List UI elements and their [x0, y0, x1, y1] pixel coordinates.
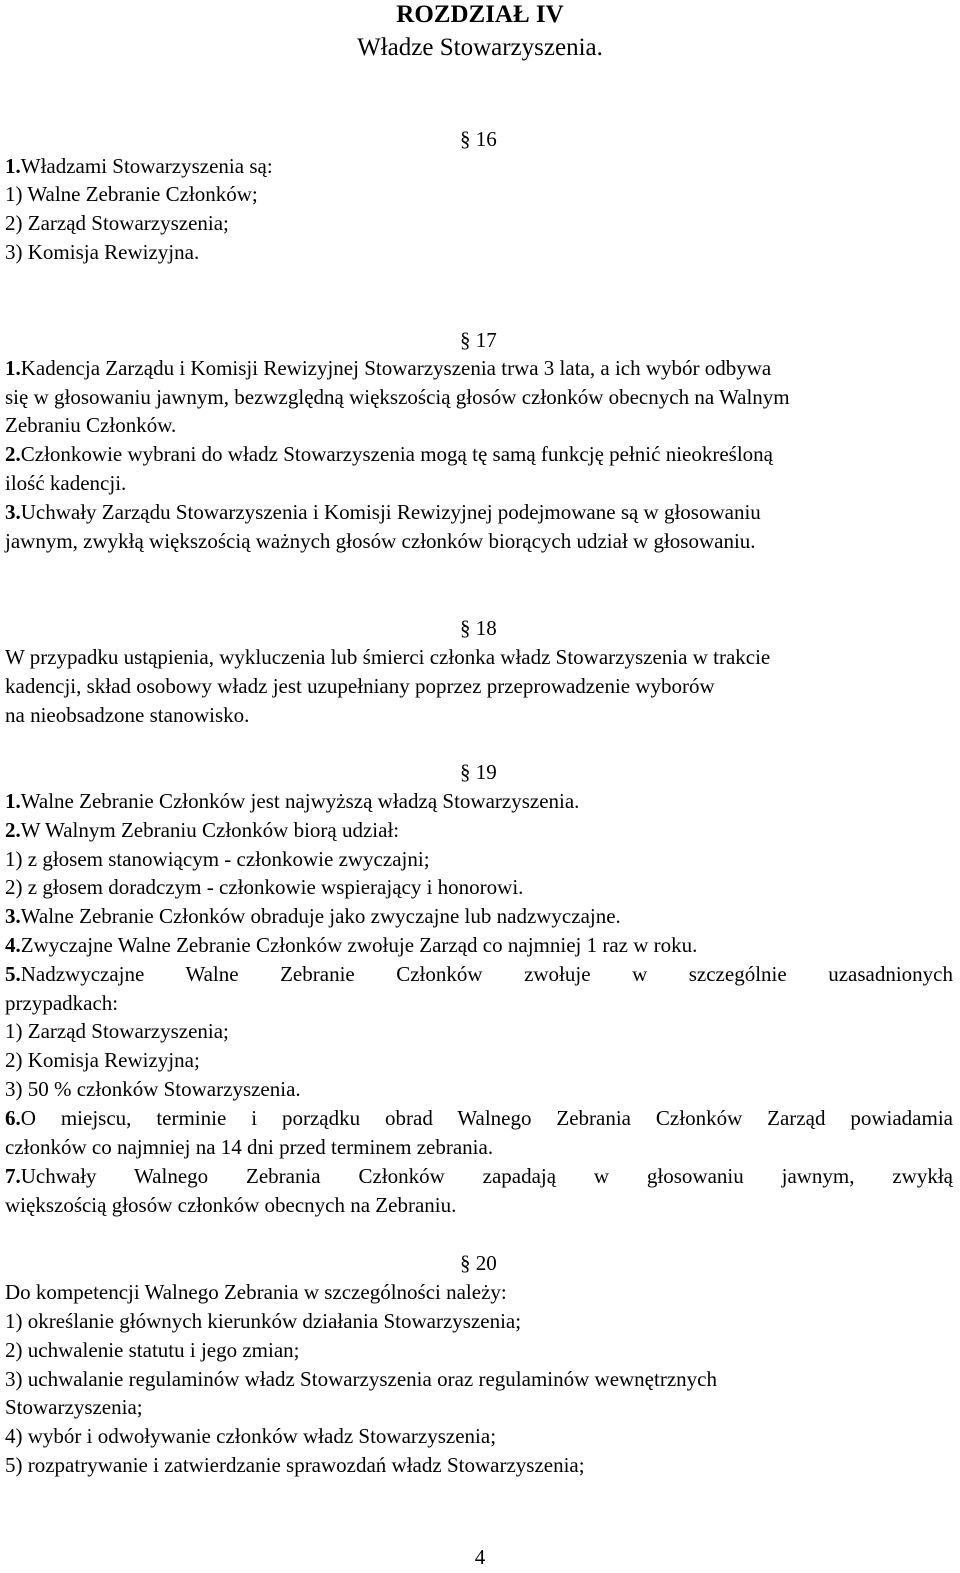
text-line: Stowarzyszenia;	[5, 1395, 143, 1419]
page-number: 4	[474, 1545, 486, 1569]
text-line: 5) rozpatrywanie i zatwierdzanie sprawozdań władz Stowarzyszenia;	[5, 1453, 585, 1477]
section-mark-19: § 19	[460, 760, 497, 784]
section-mark-17: § 17	[460, 328, 497, 352]
text-line: członków co najmniej na 14 dni przed terminem zebrania.	[5, 1135, 494, 1159]
section-mark-20: § 20	[460, 1251, 497, 1275]
text-line: się w głosowaniu jawnym, bezwzględną większością głosów członków obecnych na Walnym	[5, 385, 790, 409]
chapter-title: ROZDZIAŁ IV	[396, 1, 564, 28]
text-line: 1.Kadencja Zarządu i Komisji Rewizyjnej Stowarzyszenia trwa 3 lata, a ich wybór odbywa	[5, 356, 772, 380]
text-line: 3) uchwalanie regulaminów władz Stowarzyszenia oraz regulaminów wewnętrznych	[5, 1367, 717, 1391]
text-line: jawnym, zwykłą większością ważnych głosów członków biorących udział w głosowaniu.	[5, 529, 756, 553]
text-line: Do kompetencji Walnego Zebrania w szczególności należy:	[5, 1280, 507, 1304]
text-line: 3.Walne Zebranie Członków obraduje jako zwyczajne lub nadzwyczajne.	[5, 904, 621, 928]
text-line: 2) Komisja Rewizyjna;	[5, 1048, 200, 1072]
text-line: 1) Walne Zebranie Członków;	[5, 182, 258, 206]
text-line: Zebraniu Członków.	[5, 413, 177, 437]
text-line: 2.Członkowie wybrani do władz Stowarzyszenia mogą tę samą funkcję pełnić nieokreśloną	[5, 442, 774, 466]
text-line: 6.O miejscu, terminie i porządku obrad Walnego Zebrania Członków Zarząd powiadamia	[5, 1106, 953, 1130]
text-line: 3) Komisja Rewizyjna.	[5, 240, 200, 264]
text-line: W przypadku ustąpienia, wykluczenia lub śmierci członka władz Stowarzyszenia w trakcie	[5, 645, 771, 669]
text-line: 1) określanie głównych kierunków działania Stowarzyszenia;	[5, 1309, 522, 1333]
text-line: przypadkach:	[5, 991, 119, 1015]
text-line: większością głosów członków obecnych na Zebraniu.	[5, 1193, 457, 1217]
chapter-subtitle: Władze Stowarzyszenia.	[357, 34, 603, 61]
text-line: 2) z głosem doradczym - członkowie wspierający i honorowi.	[5, 875, 524, 899]
text-line: ilość kadencji.	[5, 471, 127, 495]
text-line: 1) z głosem stanowiącym - członkowie zwyczajni;	[5, 847, 430, 871]
text-line: 3) 50 % członków Stowarzyszenia.	[5, 1077, 301, 1101]
section-mark-18: § 18	[460, 616, 497, 640]
section-mark-16: § 16	[460, 127, 497, 151]
text-line: 7.Uchwały Walnego Zebrania Członków zapadają w głosowaniu jawnym, zwykłą	[5, 1164, 953, 1188]
text-line: 3.Uchwały Zarządu Stowarzyszenia i Komisji Rewizyjnej podejmowane są w głosowaniu	[5, 500, 761, 524]
text-line: 2) uchwalenie statutu i jego zmian;	[5, 1338, 300, 1362]
text-line: 5.Nadzwyczajne Walne Zebranie Członków zwołuje w szczególnie uzasadnionych	[5, 962, 953, 986]
text-line: 1) Zarząd Stowarzyszenia;	[5, 1019, 229, 1043]
text-line: kadencji, skład osobowy władz jest uzupełniany poprzez przeprowadzenie wyborów	[5, 674, 715, 698]
text-line: 2) Zarząd Stowarzyszenia;	[5, 211, 229, 235]
text-line: 1.Walne Zebranie Członków jest najwyższą władzą Stowarzyszenia.	[5, 789, 580, 813]
text-line: na nieobsadzone stanowisko.	[5, 703, 250, 727]
text-line: 4.Zwyczajne Walne Zebranie Członków zwołuje Zarząd co najmniej 1 raz w roku.	[5, 933, 698, 957]
text-line: 2.W Walnym Zebraniu Członków biorą udział:	[5, 818, 400, 842]
text-line: 1.Władzami Stowarzyszenia są:	[5, 154, 273, 178]
text-line: 4) wybór i odwoływanie członków władz Stowarzyszenia;	[5, 1424, 497, 1448]
